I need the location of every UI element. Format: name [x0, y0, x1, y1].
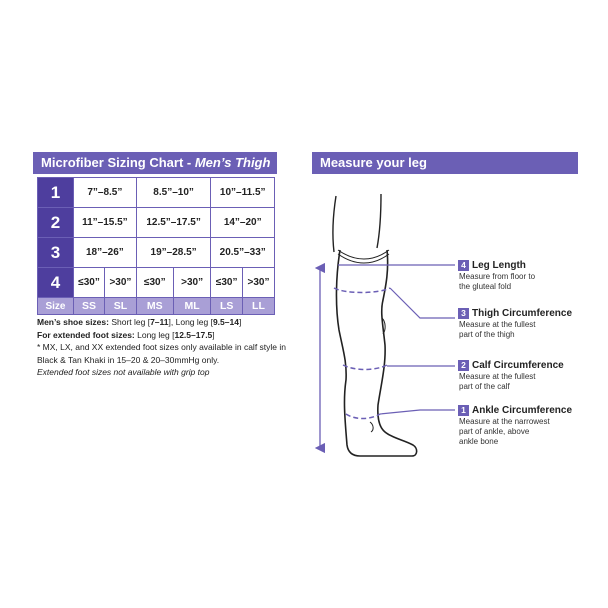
- callout-desc-line: Measure at the fullest: [459, 372, 536, 381]
- callout-desc-line: the gluteal fold: [459, 282, 512, 291]
- table-cell: 11”–15.5”: [74, 208, 137, 238]
- ankle-measure-ring: [346, 414, 380, 419]
- callout-ankle: [458, 404, 572, 447]
- note-text: ], Long leg [: [168, 317, 213, 327]
- note-text: ]: [238, 317, 242, 327]
- footnote: * MX, LX, and XX extended foot sizes only available in calf style in Black & Tan Khaki in 15–20 & 20–30mmHg only.: [37, 342, 286, 365]
- sizing-chart-title-main: Microfiber Sizing Chart -: [41, 155, 195, 170]
- size-cell: LL: [242, 298, 274, 315]
- size-cell: LS: [211, 298, 242, 315]
- table-cell: ≤30”: [211, 268, 242, 298]
- leg-outline-upper: [333, 194, 381, 252]
- callout-desc-line: ankle bone: [459, 437, 499, 446]
- stocking-top-band: [338, 250, 389, 263]
- callout-desc: [458, 372, 564, 392]
- table-cell: ≤30”: [136, 268, 173, 298]
- callout-title: Leg Length: [472, 260, 526, 271]
- callout-desc-line: part of the thigh: [459, 330, 515, 339]
- callout-desc-line: part of ankle, above: [459, 427, 530, 436]
- leg-outline: [336, 250, 416, 456]
- extended-foot-range: 12.5–17.5: [174, 329, 213, 340]
- table-cell: 20.5”–33”: [211, 238, 275, 268]
- size-cell: ML: [173, 298, 211, 315]
- table-cell: 12.5”–17.5”: [136, 208, 211, 238]
- long-leg-shoe-range: 9.5–14: [212, 317, 239, 327]
- table-cell: 19”–28.5”: [136, 238, 211, 268]
- callout-number-badge: 4: [458, 260, 469, 271]
- table-cell: 14”–20”: [211, 208, 275, 238]
- row-number: 3: [38, 238, 74, 268]
- row-number: 2: [38, 208, 74, 238]
- table-cell: >30”: [242, 268, 274, 298]
- callout-desc: [458, 272, 535, 292]
- ankle-mark: [370, 422, 373, 432]
- short-leg-shoe-range: 7–11: [150, 317, 169, 327]
- calf-measure-ring: [343, 365, 387, 370]
- callout-desc-line: Measure at the fullest: [459, 320, 536, 329]
- callout-number-badge: 2: [458, 360, 469, 371]
- row-number: 1: [38, 178, 74, 208]
- callout-desc-line: part of the calf: [459, 382, 510, 391]
- callout-desc-line: Measure from floor to: [459, 272, 536, 281]
- callout-title: Thigh Circumference: [472, 308, 573, 319]
- table-cell: >30”: [173, 268, 211, 298]
- callout-desc: [458, 320, 572, 340]
- table-cell: ≤30”: [74, 268, 105, 298]
- callout-title: Ankle Circumference: [472, 405, 573, 416]
- callout-desc-line: Measure at the narrowest: [459, 417, 550, 426]
- table-cell: 10”–11.5”: [211, 178, 275, 208]
- callout-title: Calf Circumference: [472, 360, 564, 371]
- ankle-leader: [380, 410, 455, 414]
- shoe-sizes-label: Men’s shoe sizes:: [37, 317, 109, 327]
- table-cell: 8.5”–10”: [136, 178, 211, 208]
- note-text: ]: [212, 329, 215, 340]
- size-cell: SL: [105, 298, 137, 315]
- size-cell: MS: [136, 298, 173, 315]
- callout-thigh: [458, 307, 572, 340]
- callout-desc: [458, 417, 572, 447]
- thigh-measure-ring: [334, 288, 390, 293]
- callout-leg-length: [458, 259, 535, 292]
- sizing-chart-title-italic: Men’s Thigh: [194, 155, 271, 170]
- table-cell: >30”: [105, 268, 137, 298]
- table-cell: 18”–26”: [74, 238, 137, 268]
- callout-calf: [458, 359, 564, 392]
- row-number: 4: [38, 268, 74, 298]
- note-text: Long leg [: [134, 329, 175, 340]
- measure-title: Measure your leg: [312, 152, 578, 174]
- extended-foot-label: For extended foot sizes:: [37, 329, 135, 340]
- size-cell: SS: [74, 298, 105, 315]
- callout-number-badge: 3: [458, 308, 469, 319]
- grip-top-note: Extended foot sizes not available with grip top: [37, 367, 210, 377]
- table-cell: 7”–8.5”: [74, 178, 137, 208]
- thigh-leader: [390, 288, 455, 318]
- callout-number-badge: 1: [458, 405, 469, 416]
- note-text: Short leg [: [108, 317, 151, 327]
- size-row-label: Size: [38, 298, 74, 315]
